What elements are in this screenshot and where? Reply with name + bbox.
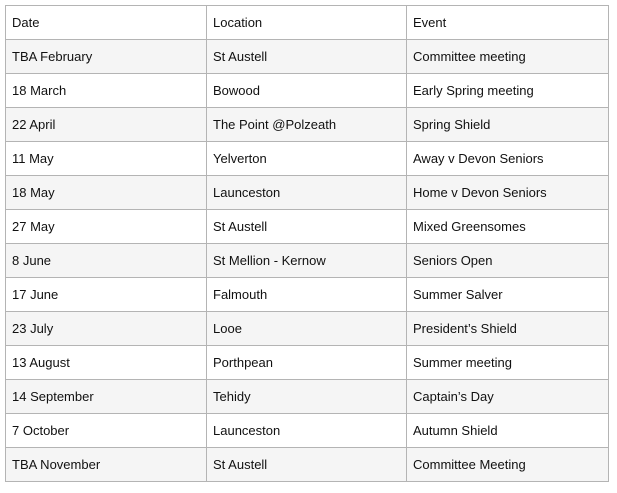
table-row bbox=[6, 346, 609, 380]
location-cell: Launceston bbox=[207, 414, 407, 448]
date-cell: 27 May bbox=[6, 210, 207, 244]
table-row bbox=[6, 210, 609, 244]
event-cell: Committee Meeting bbox=[407, 448, 609, 482]
location-cell: The Point @Polzeath bbox=[207, 108, 407, 142]
event-cell: Mixed Greensomes bbox=[407, 210, 609, 244]
table-row bbox=[6, 142, 609, 176]
table-header-row bbox=[6, 6, 609, 40]
fixtures-table bbox=[5, 5, 609, 482]
column-header-event: Event bbox=[407, 6, 609, 40]
event-cell: Spring Shield bbox=[407, 108, 609, 142]
event-cell: Seniors Open bbox=[407, 244, 609, 278]
date-cell: TBA February bbox=[6, 40, 207, 74]
date-cell: 18 March bbox=[6, 74, 207, 108]
date-cell: 18 May bbox=[6, 176, 207, 210]
date-cell: 13 August bbox=[6, 346, 207, 380]
location-cell: St Austell bbox=[207, 448, 407, 482]
date-cell: 22 April bbox=[6, 108, 207, 142]
location-cell: Launceston bbox=[207, 176, 407, 210]
event-cell: Autumn Shield bbox=[407, 414, 609, 448]
location-cell: Falmouth bbox=[207, 278, 407, 312]
table-row bbox=[6, 244, 609, 278]
event-cell: President’s Shield bbox=[407, 312, 609, 346]
table-row bbox=[6, 40, 609, 74]
table-row bbox=[6, 448, 609, 482]
date-cell: 14 September bbox=[6, 380, 207, 414]
event-cell: Captain’s Day bbox=[407, 380, 609, 414]
location-cell: Porthpean bbox=[207, 346, 407, 380]
event-cell: Summer meeting bbox=[407, 346, 609, 380]
location-cell: St Austell bbox=[207, 40, 407, 74]
table-row bbox=[6, 414, 609, 448]
date-cell: 23 July bbox=[6, 312, 207, 346]
location-cell: Bowood bbox=[207, 74, 407, 108]
date-cell: 11 May bbox=[6, 142, 207, 176]
date-cell: TBA November bbox=[6, 448, 207, 482]
location-cell: Tehidy bbox=[207, 380, 407, 414]
event-cell: Committee meeting bbox=[407, 40, 609, 74]
date-cell: 8 June bbox=[6, 244, 207, 278]
location-cell: Yelverton bbox=[207, 142, 407, 176]
table-row bbox=[6, 380, 609, 414]
date-cell: 17 June bbox=[6, 278, 207, 312]
table-row bbox=[6, 108, 609, 142]
location-cell: St Mellion - Kernow bbox=[207, 244, 407, 278]
event-cell: Early Spring meeting bbox=[407, 74, 609, 108]
event-cell: Home v Devon Seniors bbox=[407, 176, 609, 210]
table-row bbox=[6, 312, 609, 346]
column-header-location: Location bbox=[207, 6, 407, 40]
location-cell: Looe bbox=[207, 312, 407, 346]
date-cell: 7 October bbox=[6, 414, 207, 448]
table-row bbox=[6, 176, 609, 210]
event-cell: Summer Salver bbox=[407, 278, 609, 312]
location-cell: St Austell bbox=[207, 210, 407, 244]
table-row bbox=[6, 278, 609, 312]
table-row bbox=[6, 74, 609, 108]
column-header-date: Date bbox=[6, 6, 207, 40]
event-cell: Away v Devon Seniors bbox=[407, 142, 609, 176]
